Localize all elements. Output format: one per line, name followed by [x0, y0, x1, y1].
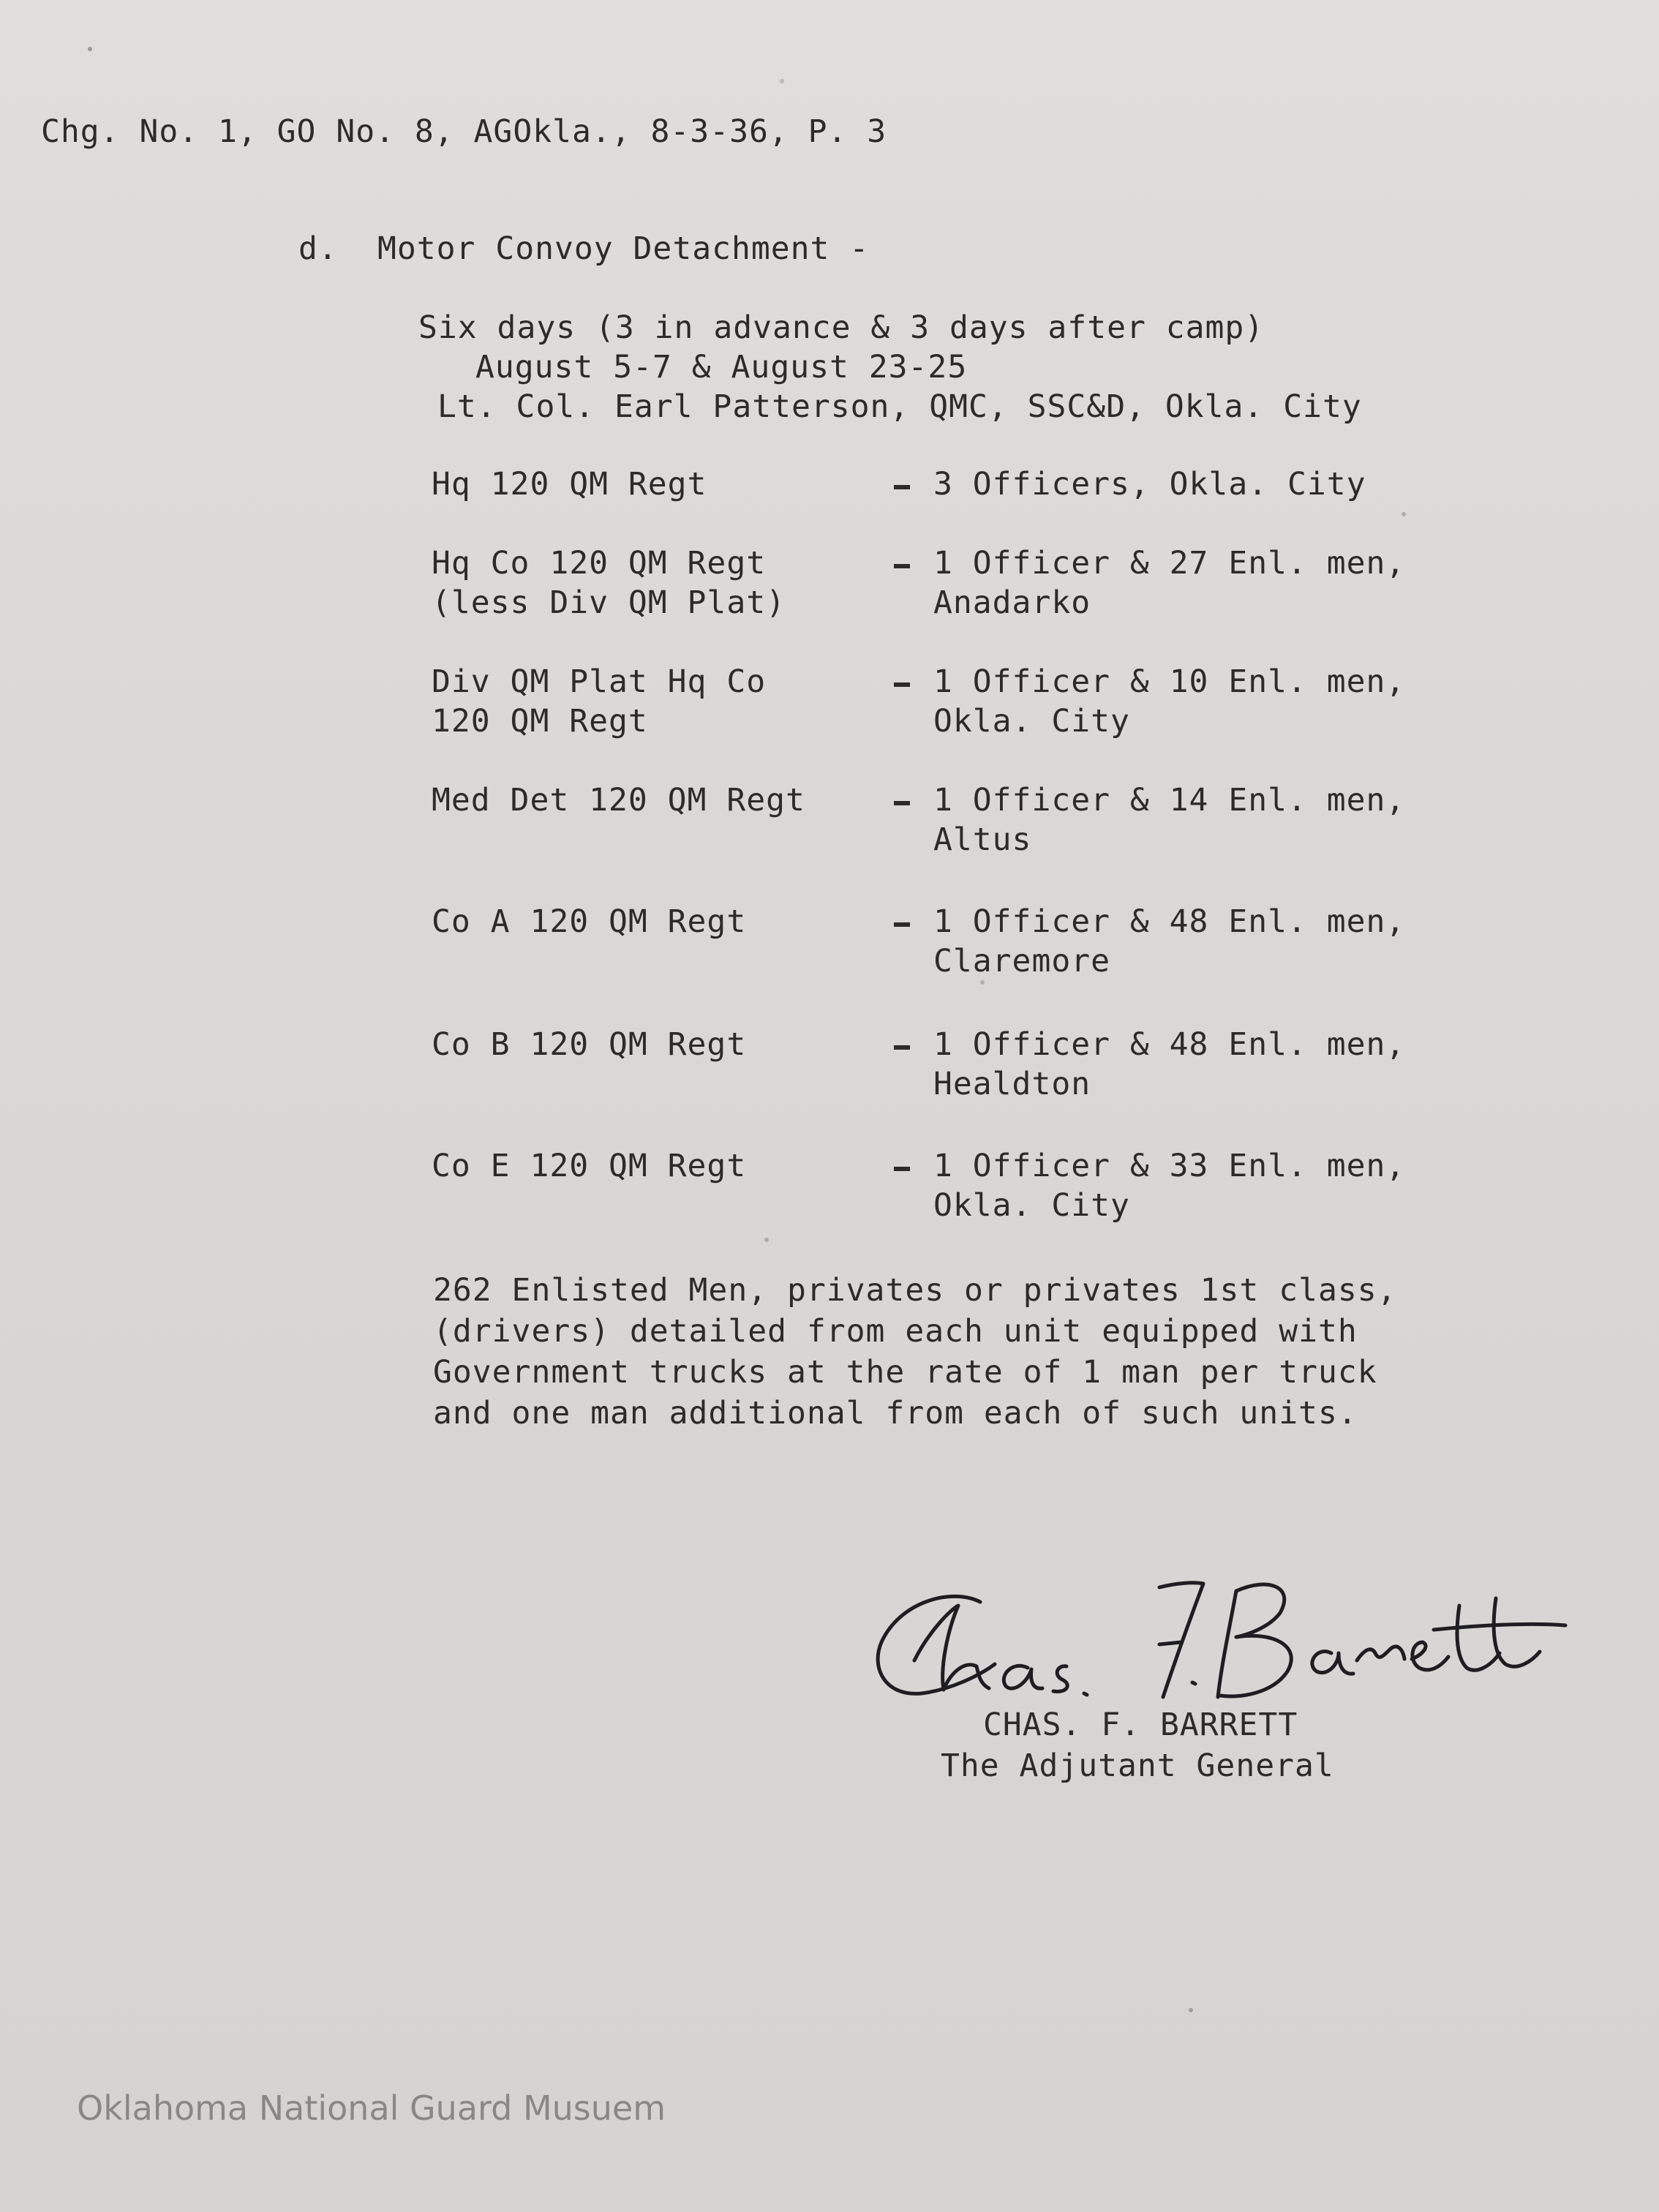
unit-name: Co A 120 QM Regt [432, 903, 747, 940]
note-line: (drivers) detailed from each unit equipped with [433, 1313, 1358, 1350]
section-marker: d. [298, 230, 338, 267]
unit-name: Div QM Plat Hq Co [432, 663, 767, 700]
unit-dash [894, 922, 910, 927]
unit-name: Co E 120 QM Regt [432, 1148, 747, 1184]
unit-detail: 1 Officer & 48 Enl. men, [933, 903, 1406, 940]
paper-speck [1189, 2008, 1193, 2012]
paper-speck [1402, 512, 1406, 516]
paper-speck [764, 1238, 769, 1242]
unit-name: Co B 120 QM Regt [432, 1026, 747, 1063]
convoy-dates: August 5-7 & August 23-25 [475, 349, 968, 385]
signatory-title: The Adjutant General [941, 1748, 1334, 1784]
unit-location: Claremore [933, 943, 1110, 979]
paper-speck [88, 47, 92, 51]
unit-name: Med Det 120 QM Regt [432, 782, 805, 819]
unit-detail: 1 Officer & 14 Enl. men, [933, 782, 1406, 819]
unit-name-continued: 120 QM Regt [432, 703, 648, 740]
unit-detail: 1 Officer & 27 Enl. men, [933, 545, 1406, 582]
note-line: 262 Enlisted Men, privates or privates 1st class, [433, 1272, 1397, 1309]
unit-location: Okla. City [933, 1187, 1130, 1224]
unit-dash [894, 682, 910, 687]
unit-detail: 1 Officer & 48 Enl. men, [933, 1026, 1406, 1063]
document-reference: Chg. No. 1, GO No. 8, AGOkla., 8-3-36, P. 3 [41, 113, 887, 150]
unit-detail: 1 Officer & 33 Enl. men, [933, 1148, 1406, 1184]
section-title: Motor Convoy Detachment - [377, 230, 870, 267]
convoy-duration: Six days (3 in advance & 3 days after camp) [418, 309, 1265, 346]
unit-location: Okla. City [933, 703, 1130, 740]
unit-dash [894, 1167, 910, 1171]
unit-detail: 3 Officers, Okla. City [933, 466, 1366, 503]
note-line: and one man additional from each of such units. [433, 1395, 1358, 1432]
unit-dash [894, 1045, 910, 1050]
unit-name: Hq 120 QM Regt [432, 466, 707, 503]
convoy-commander: Lt. Col. Earl Patterson, QMC, SSC&D, Okla. City [437, 388, 1362, 425]
signatory-name: CHAS. F. BARRETT [983, 1707, 1298, 1743]
unit-location: Healdton [933, 1066, 1091, 1102]
unit-name-continued: (less Div QM Plat) [432, 584, 786, 621]
unit-dash [894, 485, 910, 489]
museum-watermark: Oklahoma National Guard Musuem [77, 2088, 666, 2128]
unit-name: Hq Co 120 QM Regt [432, 545, 767, 582]
unit-location: Anadarko [933, 584, 1091, 621]
unit-detail: 1 Officer & 10 Enl. men, [933, 663, 1406, 700]
note-line: Government trucks at the rate of 1 man per truck [433, 1354, 1377, 1391]
unit-location: Altus [933, 821, 1032, 858]
paper-speck [780, 79, 784, 83]
unit-dash [894, 801, 910, 805]
handwritten-signature [870, 1573, 1573, 1712]
unit-dash [894, 564, 910, 568]
